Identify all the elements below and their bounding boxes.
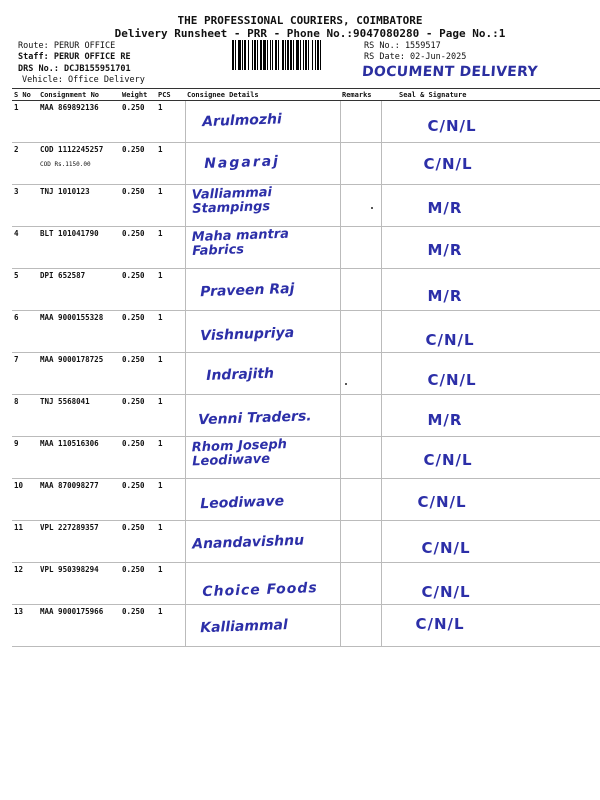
row-pcs: 1	[156, 227, 185, 269]
route-label: Route: PERUR OFFICE	[18, 41, 116, 51]
row-pcs: 1	[156, 437, 185, 479]
handwritten-signature: C/N/L	[421, 539, 471, 557]
handwritten-consignee: Valliammai Stampings	[191, 185, 272, 217]
row-consignee	[185, 479, 340, 521]
row-sno: 6	[12, 311, 38, 353]
barcode-image	[232, 40, 358, 70]
row-remarks	[340, 521, 381, 563]
row-consignee	[185, 353, 340, 395]
table-row	[12, 395, 600, 437]
row-sno: 8	[12, 395, 38, 437]
handwritten-signature: C/N/L	[423, 155, 473, 173]
row-consignment-no: MAA 869892136	[38, 101, 120, 143]
row-weight: 0.250	[120, 479, 156, 521]
row-remarks	[340, 101, 381, 143]
table-row	[12, 563, 600, 605]
row-consignee	[185, 605, 340, 647]
handwritten-signature: C/N/L	[423, 451, 473, 469]
handwritten-consignee: Kalliammal	[199, 617, 288, 637]
row-pcs: 1	[156, 395, 185, 437]
row-sno: 2	[12, 143, 38, 185]
row-weight: 0.250	[120, 395, 156, 437]
row-sno: 9	[12, 437, 38, 479]
table-row	[12, 521, 600, 563]
column-header-consignee: Consignee Details	[185, 89, 340, 101]
column-header-consignment: Consignment No	[38, 89, 120, 101]
row-remarks	[340, 605, 381, 647]
document-delivery-stamp: DOCUMENT DELIVERY	[361, 64, 539, 80]
row-consignment-no: MAA 870098277	[38, 479, 120, 521]
row-consignment-no	[38, 143, 120, 185]
handwritten-consignee: Venni Traders.	[197, 408, 312, 429]
handwritten-signature: M/R	[427, 287, 463, 305]
handwritten-consignee: Praveen Raj	[199, 280, 295, 301]
row-signature	[381, 227, 600, 269]
row-pcs: 1	[156, 521, 185, 563]
row-signature	[381, 353, 600, 395]
pen-mark	[345, 383, 347, 385]
row-pcs: 1	[156, 479, 185, 521]
runsheet-table	[12, 88, 600, 647]
document-title: THE PROFESSIONAL COURIERS, COIMBATORE	[177, 14, 423, 27]
vehicle-label: Vehicle: Office Delivery	[22, 75, 145, 85]
row-pcs: 1	[156, 311, 185, 353]
row-sno: 1	[12, 101, 38, 143]
row-sno: 11	[12, 521, 38, 563]
handwritten-signature: M/R	[427, 411, 463, 429]
column-header-remarks: Remarks	[340, 89, 381, 101]
row-consignment-no: TNJ 1010123	[38, 185, 120, 227]
table-row	[12, 185, 600, 227]
row-remarks	[340, 269, 381, 311]
row-consignee	[185, 311, 340, 353]
handwritten-consignee: Maha mantra Fabrics	[191, 226, 289, 260]
row-weight: 0.250	[120, 311, 156, 353]
row-consignee	[185, 269, 340, 311]
row-pcs: 1	[156, 185, 185, 227]
row-weight: 0.250	[120, 143, 156, 185]
table-row	[12, 353, 600, 395]
row-remarks	[340, 437, 381, 479]
handwritten-consignee: Nagaraj	[203, 153, 280, 173]
drs-number: DRS No.: DCJB155951701	[18, 64, 131, 74]
table-row	[12, 479, 600, 521]
row-signature	[381, 521, 600, 563]
staff-label: Staff: PERUR OFFICE RE	[18, 52, 131, 62]
row-weight: 0.250	[120, 563, 156, 605]
row-pcs: 1	[156, 353, 185, 395]
table-row	[12, 269, 600, 311]
row-remarks	[340, 311, 381, 353]
row-sno: 5	[12, 269, 38, 311]
handwritten-signature: M/R	[427, 199, 463, 217]
row-consignee	[185, 395, 340, 437]
table-row	[12, 311, 600, 353]
row-signature	[381, 269, 600, 311]
column-header-sno: S No	[12, 89, 38, 101]
table-row	[12, 227, 600, 269]
handwritten-signature: C/N/L	[417, 493, 467, 511]
handwritten-consignee: Vishnupriya	[199, 324, 294, 345]
row-pcs: 1	[156, 143, 185, 185]
row-consignee	[185, 185, 340, 227]
row-consignment-no: TNJ 5568041	[38, 395, 120, 437]
row-sno: 10	[12, 479, 38, 521]
row-consignment-no: VPL 950398294	[38, 563, 120, 605]
row-consignee	[185, 437, 340, 479]
row-remarks	[340, 353, 381, 395]
row-consignee	[185, 143, 340, 185]
row-weight: 0.250	[120, 101, 156, 143]
row-remarks	[340, 563, 381, 605]
handwritten-consignee: Indrajith	[205, 365, 274, 384]
row-consignment-no: MAA 110516306	[38, 437, 120, 479]
handwritten-consignee: Anandavishnu	[191, 532, 304, 553]
row-signature	[381, 311, 600, 353]
runsheet-subtitle: Delivery Runsheet - PRR - Phone No.:9047080280 - Page No.:1	[114, 27, 506, 40]
row-remarks	[340, 479, 381, 521]
row-consignee	[185, 101, 340, 143]
row-weight: 0.250	[120, 353, 156, 395]
row-pcs: 1	[156, 563, 185, 605]
rs-date: RS Date: 02-Jun-2025	[364, 52, 467, 62]
row-signature	[381, 605, 600, 647]
table-row	[12, 101, 600, 143]
row-remarks	[340, 185, 381, 227]
table-header-row	[12, 89, 600, 101]
row-signature	[381, 143, 600, 185]
handwritten-consignee: Leodiwave	[199, 493, 284, 513]
row-consignment-no: VPL 227289357	[38, 521, 120, 563]
handwritten-signature: C/N/L	[425, 331, 475, 349]
row-consignee	[185, 521, 340, 563]
row-sno: 13	[12, 605, 38, 647]
barcode-bar	[321, 40, 323, 70]
row-consignment-no: BLT 101041790	[38, 227, 120, 269]
row-consignment-no: DPI 652587	[38, 269, 120, 311]
row-consignment-no-text: COD 1112245257	[40, 145, 104, 154]
pen-mark	[371, 207, 373, 209]
handwritten-signature: C/N/L	[415, 615, 465, 633]
row-signature	[381, 437, 600, 479]
handwritten-consignee: Rhom Joseph Leodiwave	[191, 437, 287, 470]
row-sno: 3	[12, 185, 38, 227]
row-consignment-no: MAA 9000155328	[38, 311, 120, 353]
column-header-signature: Seal & Signature	[381, 89, 600, 101]
row-signature	[381, 395, 600, 437]
row-remarks	[340, 227, 381, 269]
handwritten-signature: C/N/L	[427, 117, 477, 135]
table-row	[12, 143, 600, 185]
handwritten-consignee: Choice Foods	[201, 580, 318, 601]
table-row	[12, 605, 600, 647]
handwritten-consignee: Arulmozhi	[201, 111, 282, 131]
row-weight: 0.250	[120, 227, 156, 269]
handwritten-signature: C/N/L	[427, 371, 477, 389]
column-header-pcs: PCS	[156, 89, 185, 101]
row-sno: 12	[12, 563, 38, 605]
row-consignment-no: MAA 9000178725	[38, 353, 120, 395]
handwritten-signature: C/N/L	[421, 583, 471, 601]
row-weight: 0.250	[120, 437, 156, 479]
row-consignee	[185, 227, 340, 269]
row-weight: 0.250	[120, 269, 156, 311]
column-header-weight: Weight	[120, 89, 156, 101]
handwritten-signature: M/R	[427, 241, 463, 259]
row-weight: 0.250	[120, 605, 156, 647]
row-pcs: 1	[156, 605, 185, 647]
cod-amount: COD Rs.1150.00	[40, 161, 91, 168]
row-pcs: 1	[156, 269, 185, 311]
row-sno: 4	[12, 227, 38, 269]
row-sno: 7	[12, 353, 38, 395]
row-pcs: 1	[156, 101, 185, 143]
row-signature	[381, 563, 600, 605]
rs-number: RS No.: 1559517	[364, 41, 441, 51]
row-weight: 0.250	[120, 185, 156, 227]
row-signature	[381, 479, 600, 521]
row-remarks	[340, 395, 381, 437]
row-consignment-no: MAA 9000175966	[38, 605, 120, 647]
row-consignee	[185, 563, 340, 605]
row-remarks	[340, 143, 381, 185]
table-row	[12, 437, 600, 479]
row-weight: 0.250	[120, 521, 156, 563]
row-signature	[381, 185, 600, 227]
row-signature	[381, 101, 600, 143]
